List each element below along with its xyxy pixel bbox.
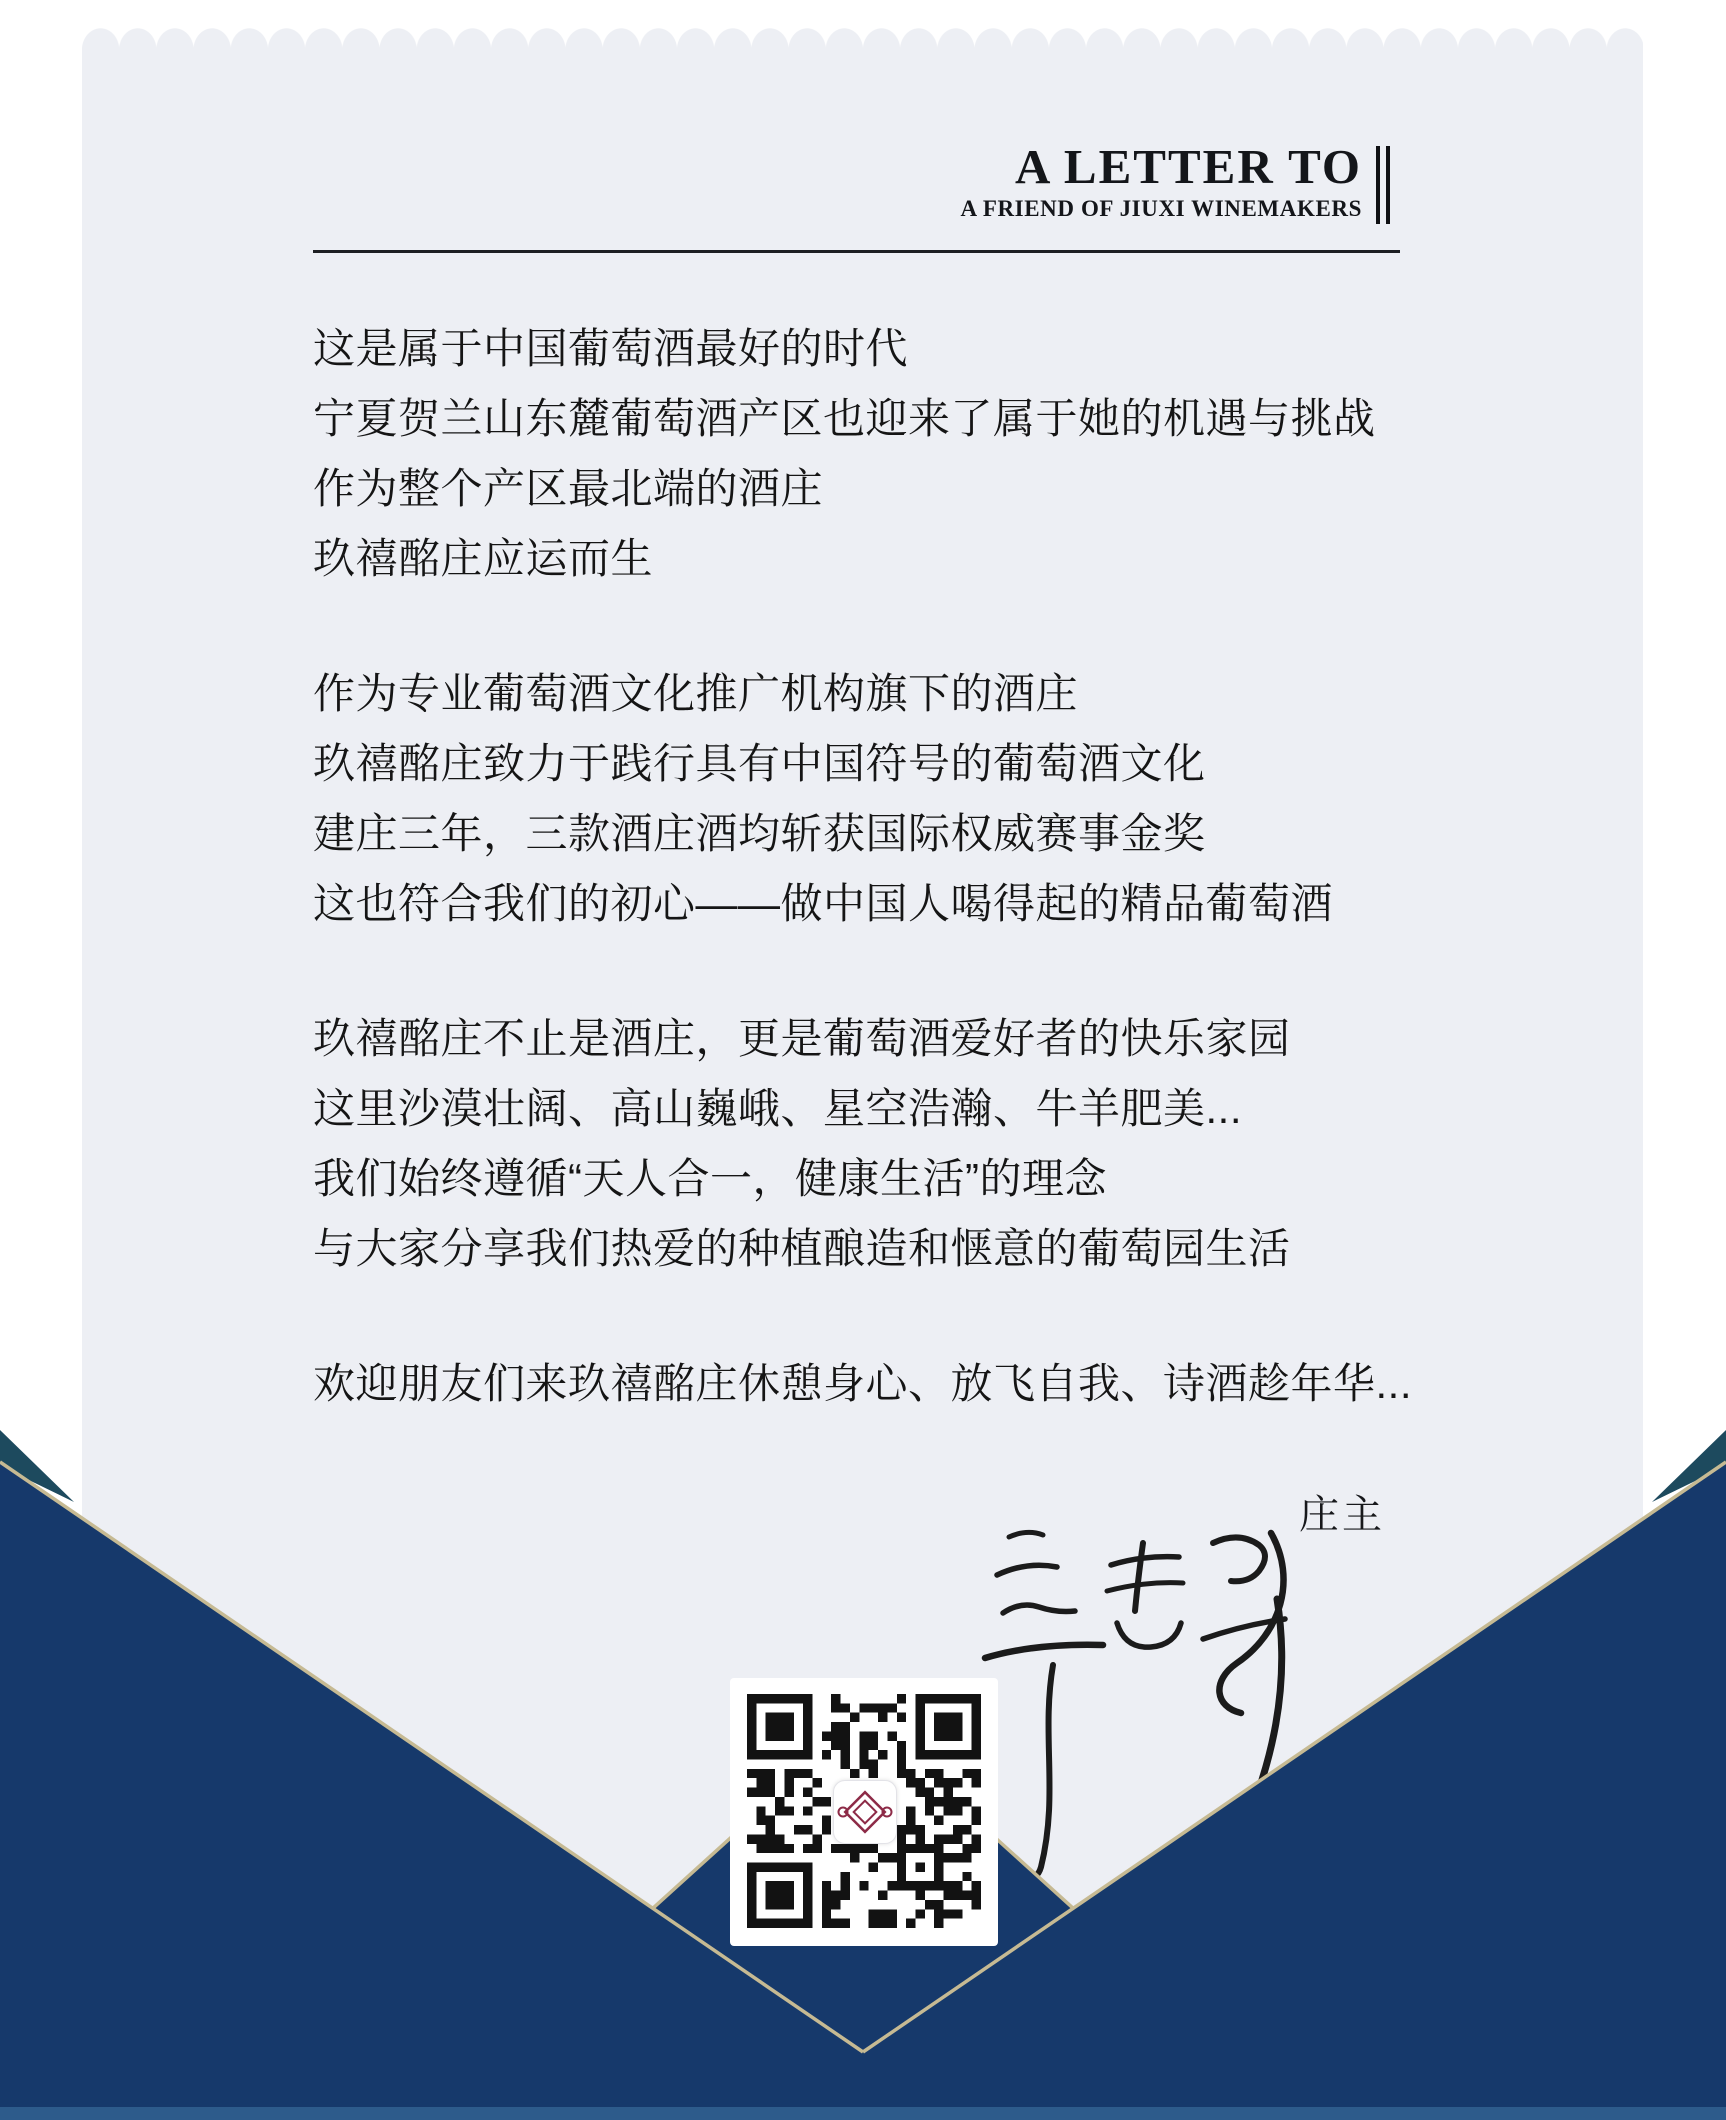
letter-line: 玖禧酩庄致力于践行具有中国符号的葡萄酒文化 bbox=[313, 740, 1206, 787]
letter-line: 作为专业葡萄酒文化推广机构旗下的酒庄 bbox=[313, 670, 1079, 717]
letter-line: 作为整个产区最北端的酒庄 bbox=[313, 465, 824, 512]
signoff-label: 庄主 bbox=[1299, 1493, 1385, 1537]
letter-line: 与大家分享我们热爱的种植酿造和惬意的葡萄园生活 bbox=[313, 1225, 1291, 1272]
qr-center-logo-diamond-knot-icon bbox=[833, 1780, 897, 1844]
qr-code bbox=[730, 1678, 998, 1946]
letter-line: 我们始终遵循“天人合一，健康生活”的理念 bbox=[313, 1155, 1107, 1202]
envelope-bottom-strip bbox=[0, 2107, 1726, 2120]
letter-line: 建庄三年，三款酒庄酒均斩获国际权威赛事金奖 bbox=[313, 810, 1206, 857]
header-subtitle: A FRIEND OF JIUXI WINEMAKERS bbox=[960, 195, 1362, 221]
letter-line: 玖禧酩庄应运而生 bbox=[313, 535, 654, 582]
letter-line: 宁夏贺兰山东麓葡萄酒产区也迎来了属于她的机遇与挑战 bbox=[313, 395, 1376, 442]
header-title: A LETTER TO bbox=[1014, 139, 1362, 194]
letter-line: 欢迎朋友们来玖禧酩庄休憩身心、放飞自我、诗酒趁年华... bbox=[313, 1360, 1413, 1407]
letter-line: 这也符合我们的初心——做中国人喝得起的精品葡萄酒 bbox=[313, 880, 1334, 927]
letter-line: 这是属于中国葡萄酒最好的时代 bbox=[313, 325, 909, 372]
letter-line: 玖禧酩庄不止是酒庄，更是葡萄酒爱好者的快乐家园 bbox=[313, 1015, 1291, 1062]
letter-line: 这里沙漠壮阔、高山巍峨、星空浩瀚、牛羊肥美... bbox=[313, 1085, 1243, 1132]
